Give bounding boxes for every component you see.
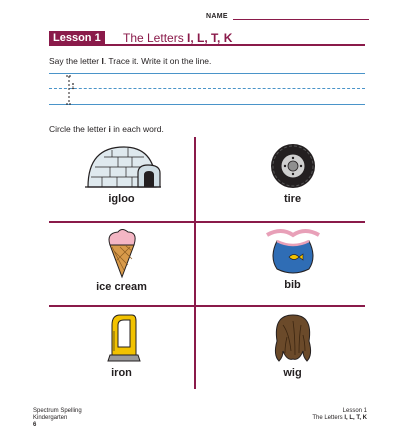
word-wig: wig [283,367,302,379]
writing-lines[interactable] [49,73,365,105]
instruction-circle-rest: in each word. [110,124,164,134]
instruction-circle-letter: i [108,124,111,134]
instruction-circle [49,124,164,134]
igloo-icon [82,141,162,191]
wig-icon [269,311,317,365]
word-ice-cream: ice cream [96,281,147,293]
iron-icon [102,311,142,365]
instruction-trace [49,56,211,66]
word-iron: iron [111,367,132,379]
cell-tire[interactable] [220,141,365,205]
tire-icon [268,141,318,191]
word-igloo: igloo [108,193,135,205]
footer-left [33,408,82,429]
bib-icon [263,227,323,277]
trace-letter-i-icon [63,75,75,105]
cell-wig[interactable] [220,311,365,379]
footer-lesson-title-letters: I, L, T, K [344,415,367,421]
word-tire: tire [283,193,302,205]
grid-divider-row-1 [49,221,365,223]
footer-lesson: Lesson 1 [342,408,367,414]
footer-right [312,408,367,422]
writing-baseline [49,104,365,105]
writing-midline [49,88,365,89]
grid-divider-vertical [194,137,196,389]
footer-lesson-title-prefix: The Letters [312,415,345,421]
instruction-trace-rest-text: . Trace it. Write it on the line. [103,56,212,66]
ice-cream-icon [102,227,142,279]
cell-bib[interactable] [220,227,365,291]
grid-divider-row-2 [49,305,365,307]
lesson-title [123,31,232,46]
name-row [206,13,369,20]
picture-grid [49,137,365,389]
writing-top-line [49,73,365,74]
cell-igloo[interactable] [49,141,194,205]
lesson-title-letters: I, L, T, K [187,31,233,45]
instruction-circle-text: Circle the letter [49,124,109,134]
page-number: 6 [33,422,37,428]
name-line[interactable] [233,13,369,20]
footer-book-title: Spectrum Spelling [33,408,82,414]
footer-lesson-title [312,415,367,422]
instruction-trace-letter: I [101,56,104,66]
cell-iron[interactable] [49,311,194,379]
instruction-trace-text: Say the letter [49,56,102,66]
lesson-tag: Lesson 1 [49,31,105,46]
footer-grade: Kindergarten [33,415,68,421]
word-bib: bib [284,279,301,291]
cell-ice-cream[interactable] [49,227,194,293]
name-label: NAME [206,13,228,20]
lesson-title-prefix: The Letters [123,31,188,45]
lesson-header [49,31,365,46]
